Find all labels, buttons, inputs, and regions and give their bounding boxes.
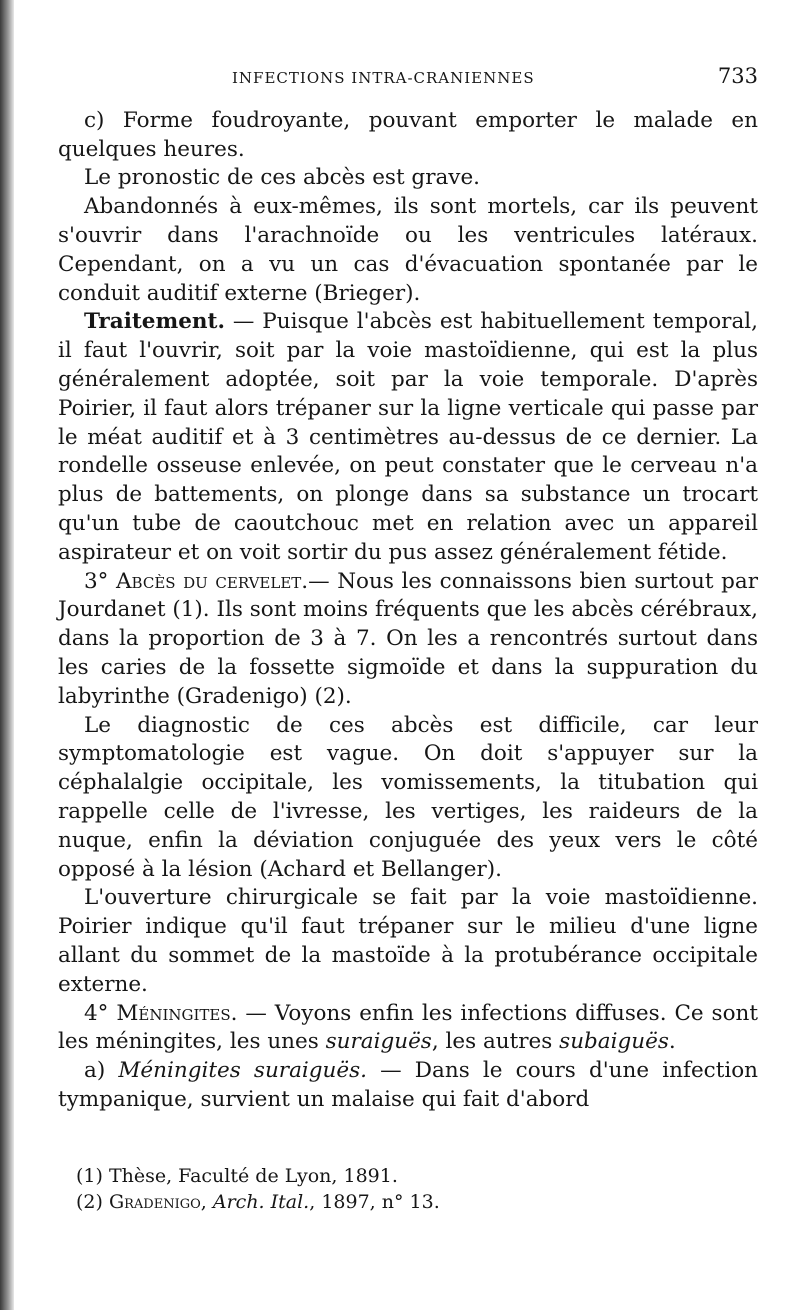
meningites-text-c: . — [668, 1029, 676, 1055]
paragraph-traitement — [58, 308, 758, 567]
footnote-2-rest: , 1897, n° 13. — [309, 1190, 440, 1213]
footnote-2-author: Gradenigo — [108, 1190, 201, 1213]
traitement-text: — Puisque l'abcès est habituellement temporal, il faut l'ouvrir, soit par la voie mastoïdienne, qui est la plus généralement adoptée, soit par la voie temporale. D'après Poirier, il faut alors trépaner sur la ligne verticale qui passe par le méat auditif et à 3 centimètres au-dessus de ce dernier. La rondelle osseuse enlevée, on peut constater que le cerveau n'a plus de battements, on plonge dans sa substance un trocart qu'un tube de caoutchouc met en relation avec un appareil aspirateur et on voit sortir du pus assez généralement fétide. — [58, 309, 758, 565]
meningites-heading: 4° Méningites. — [84, 1000, 238, 1026]
abces-cervelet-text: — Nous les connaissons bien surtout par Jourdanet (1). Ils sont moins fréquents que les abcès cérébraux, dans la proportion de 3 à 7. On les a rencontrés surtout dans les caries de la fossette sigmoïde et dans la suppuration du labyrinthe (Gradenigo) (2). — [58, 568, 758, 709]
footnote-2 — [58, 1189, 758, 1215]
book-binding-shadow — [0, 0, 14, 1310]
meningites-text-a: — Voyons enfin les infections diffuses. Ce sont les méningites, les unes — [58, 1000, 759, 1055]
traitement-heading: Traitement. — [84, 309, 225, 335]
book-page — [58, 62, 758, 1215]
meningites-text-b: , les autres — [431, 1029, 560, 1055]
paragraph-pronostic: Le pronostic de ces abcès est grave. — [84, 165, 480, 191]
footnote-2-journal: Arch. Ital. — [212, 1190, 310, 1213]
paragraph-abandonnes: Abandonnés à eux-mêmes, ils sont mortels, car ils peuvent s'ouvrir dans l'arachnoïde ou les ventricules latéraux. Cependant, on a vu un cas d'évacuation spontanée par le conduit auditif externe (Brieger). — [58, 194, 758, 306]
footnote-2-sep: , — [200, 1190, 213, 1213]
running-header — [58, 62, 758, 93]
paragraph-meningites-suraigues — [58, 1057, 758, 1115]
page-number: 733 — [717, 64, 758, 88]
footnote-1: (1) Thèse, Faculté de Lyon, 1891. — [76, 1164, 398, 1187]
paragraph-forme-foudroyante: c) Forme foudroyante, pouvant emporter le malade en quelques heures. — [58, 107, 758, 162]
paragraph-meningites — [58, 1000, 758, 1058]
footnote-2-prefix: (2) — [76, 1190, 109, 1213]
paragraph-abces-cervelet — [58, 568, 758, 712]
subsection-title: Méningites suraiguës. — [118, 1058, 367, 1084]
abces-cervelet-heading: 3° Abcès du cervelet. — [84, 568, 309, 594]
paragraph-ouverture: L'ouverture chirurgicale se fait par la voie mastoïdienne. Poirier indique qu'il faut trépaner sur le milieu d'une ligne allant du sommet de la mastoïde à la protubérance occipitale externe. — [58, 885, 758, 997]
meningites-suraigues: suraiguës — [325, 1029, 432, 1055]
running-title: INFECTIONS INTRA-CRANIENNES — [232, 69, 535, 87]
paragraph-diagnostic: Le diagnostic de ces abcès est difficile, car leur symptomatologie est vague. On doit s'appuyer sur la céphalalgie occipitale, les vomissements, la titubation qui rappelle celle de l'ivresse, les vertiges, les raideurs de la nuque, enfin la déviation conjuguée des yeux vers le côté opposé à la lésion (Achard et Bellanger). — [58, 712, 758, 882]
subsection-text: — Dans le cours d'une infection tympanique, survient un malaise qui fait d'abord — [58, 1058, 759, 1112]
subsection-prefix: a) — [84, 1058, 119, 1084]
footnotes — [58, 1163, 758, 1215]
meningites-subaigues: subaiguës — [559, 1029, 669, 1055]
